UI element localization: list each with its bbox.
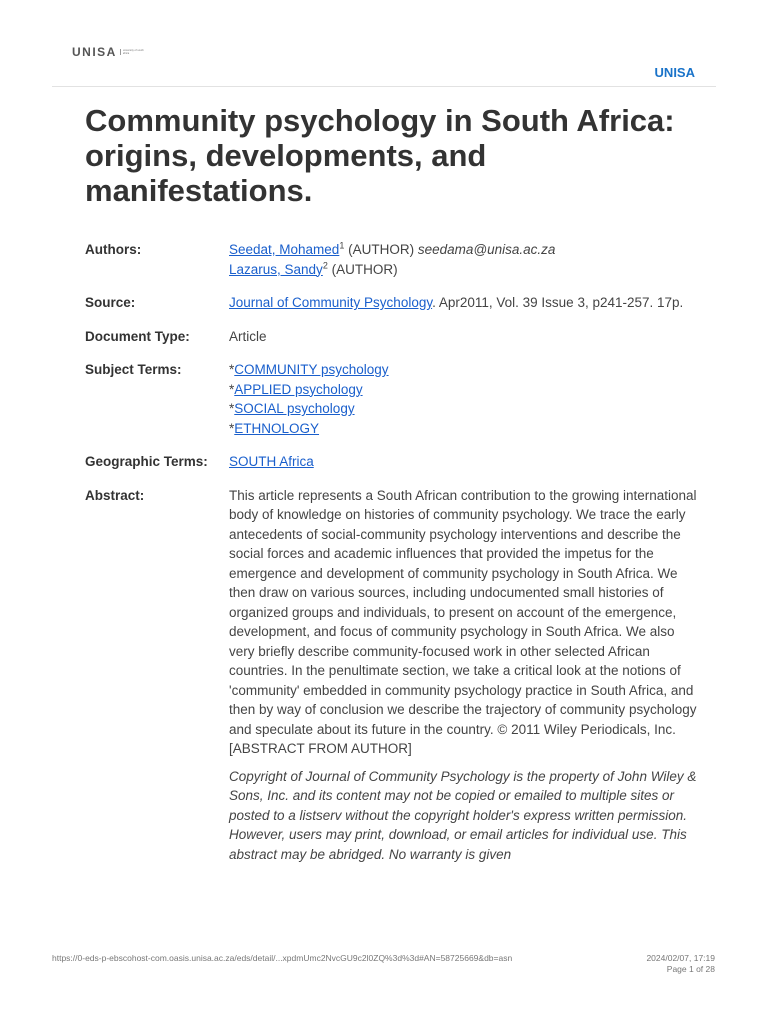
author-link[interactable]: Seedat, Mohamed: [229, 242, 340, 257]
footer-url: https://0-eds-p-ebscohost-com.oasis.unisa.ac.za/eds/detail/...xpdmUmc2NvcGU9c2l0ZQ%3d%3d#AN=58725669&db=asn: [52, 953, 513, 963]
subject-term-marker: *: [229, 381, 235, 397]
logo-subtext: university of south africa: [120, 49, 145, 55]
subject-term-link[interactable]: COMMUNITY psychology: [234, 362, 389, 377]
authors-row: [85, 240, 697, 279]
source-row: [85, 293, 697, 313]
author-email: seedama@unisa.ac.za: [417, 242, 556, 257]
subject-term-link[interactable]: APPLIED psychology: [234, 381, 363, 397]
authors-label: Authors:: [85, 242, 142, 257]
subject-term-marker: *: [229, 362, 235, 377]
subject-terms-row: [85, 360, 697, 438]
geographic-terms-label: Geographic Terms:: [85, 454, 208, 469]
document-type-row: [85, 327, 697, 347]
subject-terms-value: [229, 360, 697, 438]
geographic-term-link[interactable]: SOUTH Africa: [229, 454, 314, 469]
abstract-text: This article represents a South African contribution to the growing international body of knowledge on histories of community psychology. We trace the early antecedents of social-community psychology interventions and describe the social forces and academic influences that provided the impetus for the emergence and development of community psychology in South Africa. We then draw on various sources, including undocumented small histories of organized groups and individuals, to present on account of the emergence, development, and focus of community psychology in South Africa. We also very briefly describe community-focused work in other selected African countries. In the penultimate section, we take a critical look at the notions of 'community' embedded in community psychology practice in South Africa, and then by way of conclusion we describe the trajectory of community psychology and speculate about its future in the country. © 2011 Wiley Periodicals, Inc. [ABSTRACT FROM AUTHOR]: [229, 487, 697, 756]
unisa-brand-link[interactable]: UNISA: [654, 65, 695, 80]
author-affiliation-number: 1: [339, 240, 345, 251]
subject-term-item: [229, 399, 697, 419]
footer-datetime: 2024/02/07, 17:19: [646, 953, 715, 963]
subject-term-link[interactable]: ETHNOLOGY: [234, 420, 320, 436]
abstract-label: Abstract:: [85, 487, 145, 503]
author-item: [229, 260, 697, 280]
subject-term-item: [229, 419, 697, 439]
author-affiliation-number: 2: [322, 260, 328, 270]
journal-link[interactable]: Journal of Community Psychology: [229, 295, 433, 310]
article-fields: [85, 240, 697, 878]
subject-term-link[interactable]: SOCIAL psychology: [234, 401, 355, 416]
document-type-label: Document Type:: [85, 328, 190, 344]
author-role: (AUTHOR): [348, 242, 415, 257]
copyright-notice: Copyright of Journal of Community Psychology is the property of John Wiley & Sons, Inc. and its content may not be copied or emailed to multiple sites or posted to a listserv without the copyright holder's express written permission. However, users may print, download, or email articles for individual use. This abstract may be abridged. No warranty is given: [229, 768, 697, 862]
source-label: Source:: [85, 295, 136, 310]
subject-term-marker: *: [229, 401, 235, 416]
subject-term-item: [229, 360, 697, 380]
header-divider: [52, 86, 716, 87]
abstract-value: [229, 486, 697, 865]
authors-value: [229, 240, 697, 279]
author-role: (AUTHOR): [331, 261, 398, 277]
subject-term-marker: *: [229, 420, 235, 436]
geographic-terms-row: [85, 452, 697, 472]
source-value: [229, 293, 697, 313]
author-link[interactable]: Lazarus, Sandy: [229, 261, 323, 277]
unisa-logo: [72, 45, 145, 59]
footer-page-number: Page 1 of 28: [666, 964, 715, 974]
subject-terms-label: Subject Terms:: [85, 362, 182, 377]
author-item: [229, 240, 697, 260]
subject-term-item: [229, 380, 697, 400]
logo-wordmark: UNISA: [72, 45, 117, 59]
source-details: . Apr2011, Vol. 39 Issue 3, p241-257. 17p.: [432, 295, 684, 310]
article-title: Community psychology in South Africa: origins, developments, and manifestations.: [85, 103, 675, 208]
footer-meta: [646, 953, 715, 975]
abstract-row: [85, 486, 697, 865]
geographic-terms-value: [229, 452, 697, 472]
document-type-value: Article: [229, 328, 267, 344]
